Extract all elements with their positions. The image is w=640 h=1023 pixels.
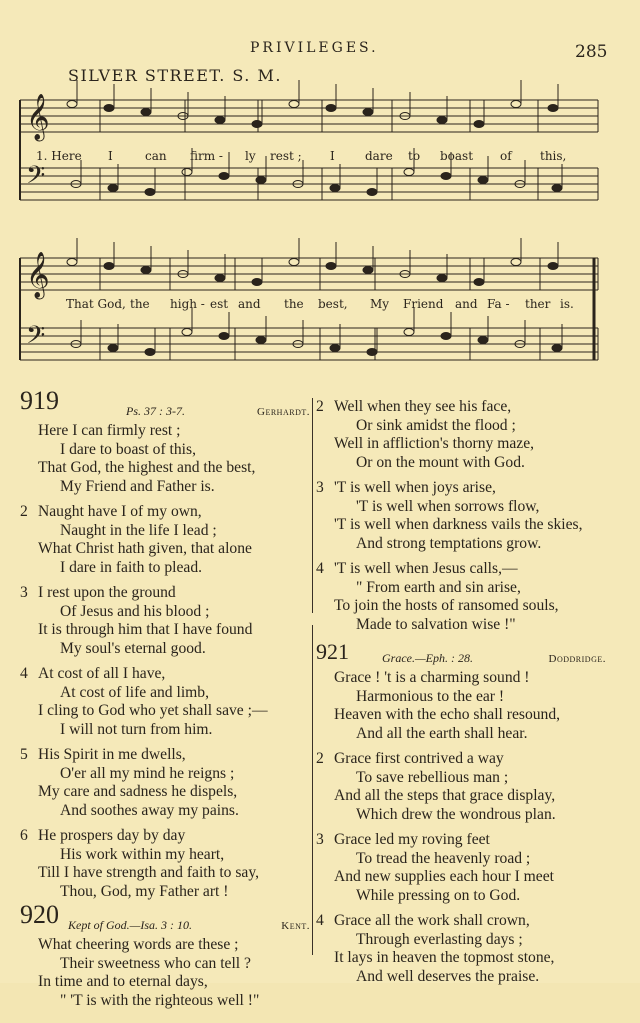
stanza-number: 3 <box>316 831 324 848</box>
verse-text: It is through him that I have found <box>38 621 253 638</box>
verse-text: 'T is well when Jesus calls,— <box>334 560 518 577</box>
verse-line <box>316 706 606 725</box>
lyric-syllable: to <box>408 149 421 163</box>
lyric-syllable: That God, <box>66 297 126 311</box>
scripture-reference: Grace.—Eph. : 28. <box>382 651 473 665</box>
lyric-syllable: ther <box>525 297 551 311</box>
note-head <box>215 117 225 124</box>
verse-line <box>20 765 310 784</box>
verse-line <box>316 516 606 535</box>
verse-line <box>316 669 606 688</box>
note-head <box>548 263 558 270</box>
stanza <box>20 936 310 1010</box>
stanza-number: 2 <box>316 750 324 767</box>
verse-line <box>20 503 310 522</box>
verse-text: Grace ! 't is a charming sound ! <box>334 669 530 686</box>
lyric-syllable: I <box>108 149 113 163</box>
verse-text: What Christ hath given, that alone <box>38 540 252 557</box>
verse-line <box>316 479 606 498</box>
note-head <box>219 173 229 180</box>
note-head <box>104 105 114 112</box>
note-head <box>67 259 77 266</box>
bass-clef-icon: 𝄢 <box>26 321 46 356</box>
note-head <box>330 185 340 192</box>
music-score <box>0 0 640 390</box>
verse-line <box>20 883 310 902</box>
verse-line <box>20 721 310 740</box>
verse-line <box>20 783 310 802</box>
note-head <box>141 267 151 274</box>
verse-text: To join the hosts of ransomed souls, <box>334 597 559 614</box>
lyric-syllable: and <box>455 297 478 311</box>
stanza <box>20 503 310 577</box>
verse-text: In time and to eternal days, <box>38 973 208 990</box>
verse-line <box>316 887 606 906</box>
verse-text: Of Jesus and his blood ; <box>60 602 210 620</box>
lyric-syllable: the <box>284 297 304 311</box>
note-head <box>104 263 114 270</box>
verse-line <box>20 702 310 721</box>
hymn-number: 920 <box>20 900 59 929</box>
verse-text: 'T is well when joys arise, <box>334 479 496 496</box>
verse-text: And all the earth shall hear. <box>356 724 528 742</box>
verse-line <box>316 750 606 769</box>
verse-text: To tread the heavenly road ; <box>356 849 531 867</box>
verse-line <box>20 478 310 497</box>
note-head <box>511 101 521 108</box>
verse-line <box>20 827 310 846</box>
verse-line <box>316 912 606 931</box>
verse-line <box>20 973 310 992</box>
column-divider <box>312 625 313 955</box>
verse-line <box>20 846 310 865</box>
stanza-number: 4 <box>316 912 324 929</box>
bass-clef-icon: 𝄢 <box>26 161 46 196</box>
verse-line <box>316 535 606 554</box>
stanza <box>20 584 310 658</box>
verse-line <box>316 560 606 579</box>
verse-text: What cheering words are these ; <box>38 936 239 953</box>
note-head <box>330 345 340 352</box>
verse-line <box>20 522 310 541</box>
verse-text: Grace first contrived a way <box>334 750 504 767</box>
verse-text: And well deserves the praise. <box>356 967 540 985</box>
note-head <box>552 345 562 352</box>
note-head <box>182 169 192 176</box>
verse-text: And strong temptations grow. <box>356 534 542 552</box>
stanza <box>316 669 606 743</box>
note-head <box>215 275 225 282</box>
column-divider <box>312 398 313 613</box>
lyric-syllable: dare <box>365 149 393 163</box>
verse-line <box>20 559 310 578</box>
verse-line <box>20 621 310 640</box>
stanza-number: 6 <box>20 827 28 844</box>
verse-text: Their sweetness who can tell ? <box>60 954 251 972</box>
stanza-number: 3 <box>20 584 28 601</box>
lyric-syllable: the <box>130 297 150 311</box>
verse-text: Well when they see his face, <box>334 398 512 415</box>
verse-line <box>20 955 310 974</box>
verse-text: It lays in heaven the topmost stone, <box>334 949 555 966</box>
tune-title: SILVER STREET. S. M. <box>68 66 282 85</box>
verse-text: Grace all the work shall crown, <box>334 912 530 929</box>
stanza <box>20 746 310 820</box>
verse-text: While pressing on to God. <box>356 886 521 904</box>
verse-text: And all the steps that grace display, <box>334 787 556 804</box>
note-head <box>367 189 377 196</box>
stanza <box>20 665 310 739</box>
verse-line <box>20 746 310 765</box>
lyric-syllable: est <box>210 297 229 311</box>
verse-text: His work within my heart, <box>60 845 225 863</box>
stanza-number: 4 <box>316 560 324 577</box>
verse-line <box>20 936 310 955</box>
note-head <box>252 121 262 128</box>
stanza <box>20 422 310 496</box>
verse-line <box>316 454 606 473</box>
lyric-syllable: and <box>238 297 261 311</box>
note-head <box>108 185 118 192</box>
verse-text: His Spirit in me dwells, <box>38 746 186 763</box>
verse-text: " From earth and sin arise, <box>356 578 521 596</box>
verse-line <box>316 597 606 616</box>
verse-text: He prospers day by day <box>38 827 186 844</box>
verse-text: Which drew the wondrous plan. <box>356 805 556 823</box>
note-head <box>108 345 118 352</box>
lyric-syllable: firm - <box>190 149 223 163</box>
verse-text: Or sink amidst the flood ; <box>356 416 516 434</box>
verse-text: My Friend and Father is. <box>60 477 215 495</box>
verse-text: Well in affliction's thorny maze, <box>334 435 535 452</box>
verse-text: Or on the mount with God. <box>356 453 525 471</box>
stanza-number: 3 <box>316 479 324 496</box>
verse-line <box>20 684 310 703</box>
stanza-number: 2 <box>316 398 324 415</box>
note-head <box>367 349 377 356</box>
verse-text: I cling to God who yet shall save ;— <box>38 702 268 719</box>
verse-text: " 'T is with the righteous well !" <box>60 991 260 1009</box>
verse-text: At cost of all I have, <box>38 665 166 682</box>
lyric-syllable: 1. Here <box>36 149 82 163</box>
verse-line <box>316 616 606 635</box>
verse-text: Made to salvation wise !" <box>356 615 516 633</box>
verse-line <box>316 579 606 598</box>
note-head <box>511 259 521 266</box>
verse-line <box>316 787 606 806</box>
lyric-syllable: high - <box>170 297 205 311</box>
lyric-syllable: My <box>370 297 390 311</box>
verse-text: 'T is well when sorrows flow, <box>356 497 540 515</box>
verse-text: Thou, God, my Father art ! <box>60 882 229 900</box>
verse-line <box>20 540 310 559</box>
note-head <box>145 189 155 196</box>
verse-line <box>20 992 310 1011</box>
note-head <box>145 349 155 356</box>
lyric-syllable: of <box>500 149 512 163</box>
verse-line <box>316 831 606 850</box>
verse-line <box>20 603 310 622</box>
note-head <box>437 117 447 124</box>
stanza <box>316 750 606 824</box>
verse-line <box>20 640 310 659</box>
verse-text: O'er all my mind he reigns ; <box>60 764 235 782</box>
verse-text: I rest upon the ground <box>38 584 176 601</box>
right-column <box>316 398 606 999</box>
note-head <box>256 177 266 184</box>
verse-line <box>20 584 310 603</box>
hymn-number: 921 <box>316 639 349 664</box>
note-head <box>363 267 373 274</box>
note-head <box>548 105 558 112</box>
verse-text: Heaven with the echo shall resound, <box>334 706 561 723</box>
verse-text: Through everlasting days ; <box>356 930 523 948</box>
verse-line <box>20 665 310 684</box>
verse-line <box>20 864 310 883</box>
verse-text: I will not turn from him. <box>60 720 213 738</box>
verse-line <box>20 459 310 478</box>
note-head <box>326 105 336 112</box>
hymn-author: Doddridge. <box>548 653 606 665</box>
lyric-syllable: boast <box>440 149 474 163</box>
verse-text: Grace led my roving feet <box>334 831 490 848</box>
stanza-number: 5 <box>20 746 28 763</box>
note-head <box>478 337 488 344</box>
verse-line <box>20 802 310 821</box>
note-head <box>289 259 299 266</box>
verse-text: My care and sadness he dispels, <box>38 783 238 800</box>
verse-text: Harmonious to the ear ! <box>356 687 505 705</box>
note-head <box>252 279 262 286</box>
verse-line <box>316 968 606 987</box>
verse-text: Till I have strength and faith to say, <box>38 864 260 881</box>
treble-clef-icon: 𝄞 <box>26 94 50 140</box>
verse-text: And new supplies each hour I meet <box>334 868 554 885</box>
note-head <box>326 263 336 270</box>
note-head <box>404 329 414 336</box>
verse-line <box>316 417 606 436</box>
note-head <box>141 109 151 116</box>
verse-line <box>316 769 606 788</box>
hymn-author: Kent. <box>281 920 310 932</box>
verse-text: At cost of life and limb, <box>60 683 209 701</box>
note-head <box>441 173 451 180</box>
stanza-number: 4 <box>20 665 28 682</box>
verse-text: I dare to boast of this, <box>60 440 196 458</box>
hymn-header <box>20 900 310 936</box>
lyric-syllable: Friend <box>403 297 444 311</box>
verse-text: That God, the highest and the best, <box>38 459 256 476</box>
verse-line <box>316 398 606 417</box>
page-number: 285 <box>575 42 608 62</box>
hymn-header <box>316 639 606 669</box>
left-column <box>20 386 310 1023</box>
lyric-syllable: this, <box>540 149 567 163</box>
note-head <box>441 333 451 340</box>
lyric-syllable: ly <box>245 149 256 163</box>
verse-line <box>316 725 606 744</box>
stanza-number: 2 <box>20 503 28 520</box>
stanza <box>316 912 606 986</box>
verse-text: And soothes away my pains. <box>60 801 239 819</box>
note-head <box>474 279 484 286</box>
treble-clef-icon: 𝄞 <box>26 252 50 298</box>
lyric-syllable: is. <box>560 297 574 311</box>
lyric-syllable: can <box>145 149 167 163</box>
verse-text: 'T is well when darkness vails the skies, <box>334 516 583 533</box>
note-head <box>404 169 414 176</box>
lyric-syllable: best, <box>318 297 348 311</box>
stanza <box>316 831 606 905</box>
note-head <box>437 275 447 282</box>
verse-text: Here I can firmly rest ; <box>38 422 181 439</box>
verse-text: Naught have I of my own, <box>38 503 202 520</box>
stanza <box>316 479 606 553</box>
note-head <box>182 329 192 336</box>
note-head <box>219 333 229 340</box>
verse-text: Naught in the life I lead ; <box>60 521 217 539</box>
note-head <box>478 177 488 184</box>
lyric-syllable: Fa - <box>487 297 510 311</box>
verse-text: My soul's eternal good. <box>60 639 206 657</box>
stanza <box>20 827 310 901</box>
hymn-header <box>20 386 310 422</box>
lyric-syllable: rest ; <box>270 149 302 163</box>
lyric-syllable: I <box>330 149 335 163</box>
stanza <box>316 398 606 472</box>
verse-line <box>316 435 606 454</box>
verse-line <box>316 806 606 825</box>
verse-text: To save rebellious man ; <box>356 768 509 786</box>
verse-text: I dare in faith to plead. <box>60 558 203 576</box>
note-head <box>474 121 484 128</box>
verse-line <box>316 850 606 869</box>
verse-line <box>316 949 606 968</box>
verse-line <box>316 868 606 887</box>
scripture-reference: Ps. 37 : 3-7. <box>126 404 185 418</box>
section-header: PRIVILEGES. <box>250 40 379 56</box>
verse-line <box>20 441 310 460</box>
verse-line <box>316 688 606 707</box>
note-head <box>256 337 266 344</box>
note-head <box>289 101 299 108</box>
hymn-number: 919 <box>20 386 59 415</box>
verse-line <box>316 498 606 517</box>
hymn-author: Gerhardt. <box>257 406 310 418</box>
stanza <box>316 560 606 634</box>
verse-line <box>316 931 606 950</box>
scripture-reference: Kept of God.—Isa. 3 : 10. <box>68 918 192 932</box>
note-head <box>552 185 562 192</box>
verse-line <box>20 422 310 441</box>
note-head <box>363 109 373 116</box>
note-head <box>67 101 77 108</box>
